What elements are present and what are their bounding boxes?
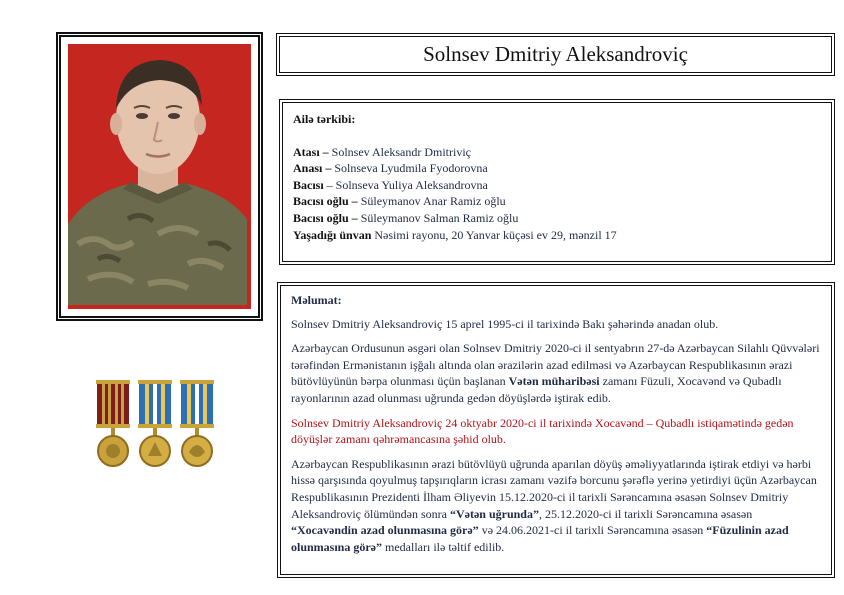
medal-3-icon	[178, 378, 216, 470]
photo-frame	[56, 32, 263, 321]
family-row-mother: Anası – Solnseva Lyudmila Fyodorovna	[293, 161, 488, 176]
family-row-address: Yaşadığı ünvan Nəsimi rayonu, 20 Yanvar küçəsi ev 29, mənzil 17	[293, 227, 617, 242]
info-death-paragraph: Solnsev Dmitriy Aleksandroviç 24 oktyabr 2020-ci il tarixində Xocavənd – Qubadlı istiqamətində gedən döyüşlər zamanı qəhrəmancasına şəhid olub.	[291, 415, 794, 447]
info-awards-paragraph: Azərbaycan Respublikasının ərazi bütövlüyü uğrunda aparılan döyüş əməliyyatlarında iştirak etdiyi və hərbi hissə qarşısında qoyulmuş tapşırıqların icrası zamanı vəzifə borcunu şərəflə yerinə yetirdiyi üçün Azərbaycan Respublikasının Prezidenti İlham Əliyevin 15.12.2020-ci il tarixli Sərəncamına əsasən Solnsev Dmitriy Aleksandroviç ölümündən sonra “Vətən uğrunda”, 25.12.2020-ci il tarixli Sərəncamına əsasən “Xocavəndin azad olunmasına görə” və 24.06.2021-ci il tarixli Sərəncamına əsasən “Füzulinin azad olunmasına görə” medalları ilə təltif edilib.	[291, 456, 817, 554]
medal-2-icon	[136, 378, 174, 470]
info-service-paragraph: Azərbaycan Ordusunun əsgəri olan Solnsev Dmitriy 2020-ci il sentyabrın 27-də Azərbaycan Silahlı Qüvvələri tərəfindən Ermənistanın işğalı altında olan ərazilərin azad edilməsi və Azərbaycan Respublikasının ərazi bütövlüyünün bərpa olunması üçün başlanan Vətən müharibəsi zamanı Füzuli, Xocavənd və Qubadlı rayonlarının azad olunması uğrunda gedən döyüşlərdə iştirak edib.	[291, 341, 820, 405]
family-row-father: Atası – Solnsev Aleksandr Dmitriviç	[293, 144, 471, 159]
medal-1-icon	[94, 378, 132, 470]
family-row-sister: Bacısı – Solnseva Yuliya Aleksandrovna	[293, 177, 488, 192]
family-box	[279, 99, 835, 265]
family-header: Ailə tərkibi:	[293, 112, 356, 126]
info-header: Məlumat:	[291, 293, 342, 307]
page-title: Solnsev Dmitriy Aleksandroviç	[423, 42, 688, 66]
title-box	[276, 33, 835, 76]
info-birth-paragraph: Solnsev Dmitriy Aleksandroviç 15 aprel 1995-ci il tarixində Bakı şəhərində anadan olub.	[291, 316, 719, 331]
family-row-nephew-2: Bacısı oğlu – Süleymanov Salman Ramiz oğlu	[293, 210, 519, 225]
family-row-nephew-1: Bacısı oğlu – Süleymanov Anar Ramiz oğlu	[293, 194, 506, 209]
info-box	[277, 282, 835, 578]
portrait-photo	[68, 44, 251, 309]
